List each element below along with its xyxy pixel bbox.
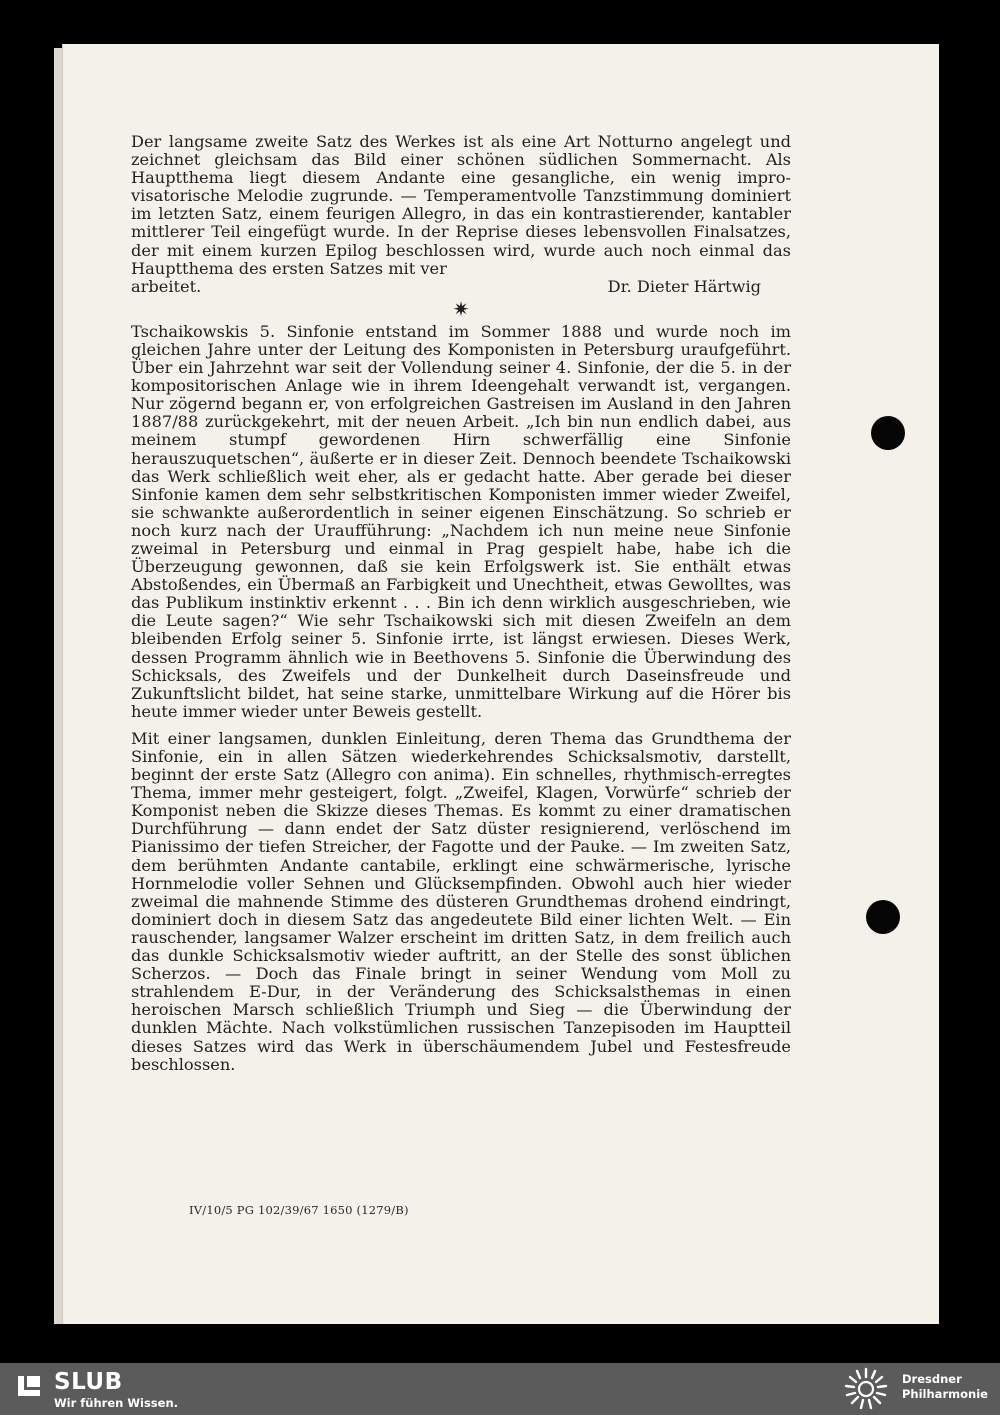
orchestra-name-line2: Philharmonie xyxy=(902,1387,988,1401)
signature-line xyxy=(131,278,761,296)
paragraph-symphony-history: Tschaikowskis 5. Sinfonie entstand im Sommer 1888 und wurde noch im gleichen Jahre unter der Leitung des Komponisten in Petersburg uraufgeführt. Über ein Jahrzehnt war seit der Vollendung seiner 4. Sinfonie, der die 5. in der kompositorischen Anlage wie in ihrem Ideengehalt verwandt ist, vergangen. Nur zögernd begann er, von erfolgreichen Gastreisen im Ausland in den Jahren 1887/88 zurückgekehrt, mit der neuen Arbeit. „Ich bin nun endlich dabei, aus meinem stumpf gewordenen Hirn schwerfällig eine Sinfonie herauszuquetschen“, äußerte er in dieser Zeit. Dennoch beendete Tschaikowski das Werk schließlich weit eher, als er gedacht hatte. Aber gerade bei dieser Sinfonie kamen dem sehr selbstkritischen Komponisten immer wieder Zweifel, sie schwankte außerordentlich in seiner eigenen Einschätzung. So schrieb er noch kurz nach der Uraufführung: „Nachdem ich nun meine neue Sinfonie zweimal in Petersburg und einmal in Prag gespielt habe, habe ich die Überzeugung gewonnen, daß sie kein Erfolgswerk ist. Sie enthält etwas Abstoßendes, ein Übermaß an Farbigkeit und Unechtheit, etwas Gewolltes, was das Publikum instinktiv erkennt . . . Bin ich denn wirklich ausgeschrieben, wie die Leute sagen?“ Wie sehr Tschaikowski sich mit diesen Zweifeln an dem bleibenden Erfolg seiner 5. Sinfonie irrte, ist längst erwiesen. Dieses Werk, dessen Programm ähnlich wie in Beethovens 5. Sinfonie die Überwindung des Schicksals, des Zweifels und der Dunkelheit durch Daseinsfreude und Zukunftslicht bildet, hat seine starke, unmittelbare Wirkung auf die Hörer bis heute immer wieder unter Beweis gestellt. xyxy=(131,321,791,721)
library-name: SLUB xyxy=(54,1369,123,1395)
paragraph-movements: Mit einer langsamen, dunklen Einleitung, deren Thema das Grundthema der Sinfonie, ein in allen Sätzen wiederkehrendes Schicksalsmotiv, darstellt, beginnt der erste Satz (Allegro con anima). Ein schnelles, rhythmisch-erregtes Thema, immer mehr gesteigert, folgt. „Zweifel, Klagen, Vorwürfe“ schrieb der Komponist neben die Skizze dieses Themas. Es kommt zu einer dramatischen Durchführung — dann endet der Satz düster resignierend, verlöschend im Pianissimo der tiefen Streicher, der Fagotte und der Pauke. — Im zweiten Satz, dem berühmten Andante cantabile, erklingt eine schwärmerische, lyrische Hornmelodie voller Sehnen und Glücksempfinden. Obwohl auch hier wieder zweimal die mahnende Stimme des düsteren Grundthemas drohend eindringt, dominiert doch in diesem Satz das angedeutete Bild einer lichten Welt. — Ein rauschender, langsamer Walzer erscheint im dritten Satz, in dem freilich auch das dunkle Schicksalsmotiv wieder auftritt, an der Stelle des sonst üblichen Scherzos. — Doch das Finale bringt in seiner Wendung vom Moll zu strahlendem E-Dur, in der Veränderung des Schicksalsthemas in einen heroischen Marsch schließlich Triumph und Sieg — die Überwindung der dunklen Mächte. Nach volkstümlichen russischen Tanzepisoden im Hauptteil dieses Satzes wird das Werk in überschäumendem Jubel und Festesfreude beschlossen. xyxy=(131,728,791,1074)
imprint-code: IV/10/5 PG 102/39/67 1650 (1279/B) xyxy=(189,1203,409,1217)
slub-logo-icon xyxy=(16,1372,42,1398)
orchestra-name-line1: Dresdner xyxy=(902,1372,962,1386)
intro-last-line: arbeitet. xyxy=(131,276,202,296)
philharmonie-logo-icon xyxy=(842,1366,890,1412)
brand-footer-bar xyxy=(0,1363,1000,1415)
author-signature: Dr. Dieter Härtwig xyxy=(607,276,761,296)
intro-paragraph: Der langsame zweite Satz des Werkes ist als eine Art Notturno angelegt und zeichnet gleichsam das Bild einer schönen südlichen Sommernacht. Als Hauptthema liegt diesem Andante eine gesangliche, ein wenig improvisatorische Melodie zugrunde. — Temperamentvolle Tanzstimmung dominiert im letzten Satz, einem feurigen Allegro, in das ein kontrastierender, kantabler mittlerer Teil eingefügt wurde. In der Reprise dieses lebensvollen Finalsatzes, der mit einem kurzen Epilog beschlossen wird, wurde auch noch einmal das Hauptthema des ersten Satzes mit ver xyxy=(131,132,791,278)
punch-hole-bottom xyxy=(866,900,900,934)
program-text xyxy=(131,133,791,1074)
orchestra-name xyxy=(902,1372,988,1402)
library-tagline: Wir führen Wissen. xyxy=(54,1396,179,1410)
punch-hole-top xyxy=(871,416,905,450)
asterism-separator: ✷ xyxy=(452,296,470,321)
